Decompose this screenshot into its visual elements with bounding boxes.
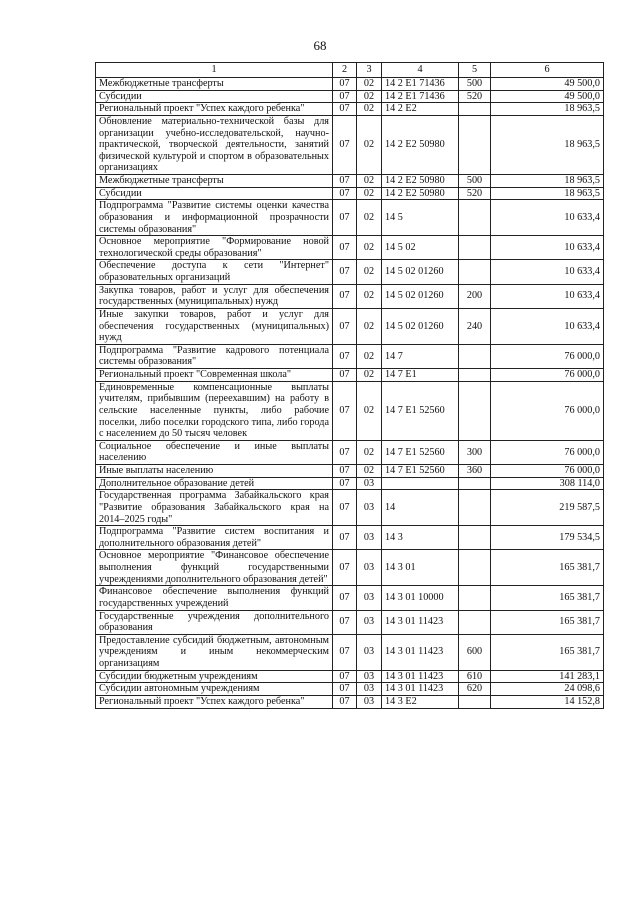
target-article-code: 14 3 01 11423 — [382, 683, 459, 696]
amount: 10 633,4 — [491, 308, 604, 344]
row-name: Межбюджетные трансферты — [96, 78, 333, 91]
amount: 10 633,4 — [491, 236, 604, 260]
subsection-code: 03 — [357, 610, 382, 634]
table-row — [96, 670, 604, 683]
amount: 14 152,8 — [491, 695, 604, 708]
table-row — [96, 90, 604, 103]
amount: 49 500,0 — [491, 78, 604, 91]
table-row — [96, 465, 604, 478]
subsection-code: 02 — [357, 103, 382, 116]
section-code: 07 — [333, 381, 357, 440]
section-code: 07 — [333, 610, 357, 634]
table-row — [96, 78, 604, 91]
target-article-code: 14 7 — [382, 344, 459, 368]
amount: 18 963,5 — [491, 187, 604, 200]
column-header: 6 — [491, 63, 604, 78]
subsection-code: 03 — [357, 670, 382, 683]
section-code: 07 — [333, 670, 357, 683]
target-article-code: 14 7 E1 52560 — [382, 381, 459, 440]
expense-type-code: 200 — [459, 284, 491, 308]
target-article-code: 14 3 01 11423 — [382, 670, 459, 683]
target-article-code — [382, 477, 459, 490]
expense-type-code: 300 — [459, 440, 491, 464]
amount: 49 500,0 — [491, 90, 604, 103]
section-code: 07 — [333, 187, 357, 200]
target-article-code: 14 7 E1 52560 — [382, 465, 459, 478]
row-name: Региональный проект "Современная школа" — [96, 369, 333, 382]
section-code: 07 — [333, 477, 357, 490]
amount: 76 000,0 — [491, 344, 604, 368]
section-code: 07 — [333, 103, 357, 116]
column-header: 5 — [459, 63, 491, 78]
subsection-code: 02 — [357, 344, 382, 368]
amount: 165 381,7 — [491, 550, 604, 586]
subsection-code: 02 — [357, 236, 382, 260]
amount: 165 381,7 — [491, 634, 604, 670]
page-number: 68 — [313, 38, 327, 53]
table-row — [96, 683, 604, 696]
column-header: 3 — [357, 63, 382, 78]
subsection-code: 02 — [357, 115, 382, 174]
table-row — [96, 477, 604, 490]
section-code: 07 — [333, 490, 357, 526]
amount: 219 587,5 — [491, 490, 604, 526]
row-name: Субсидии бюджетным учреждениям — [96, 670, 333, 683]
amount: 165 381,7 — [491, 610, 604, 634]
row-name: Субсидии — [96, 90, 333, 103]
table-row — [96, 115, 604, 174]
amount: 76 000,0 — [491, 465, 604, 478]
subsection-code: 02 — [357, 465, 382, 478]
subsection-code: 03 — [357, 586, 382, 610]
target-article-code: 14 3 E2 — [382, 695, 459, 708]
row-name: Межбюджетные трансферты — [96, 175, 333, 188]
target-article-code: 14 3 01 11423 — [382, 634, 459, 670]
expense-type-code — [459, 586, 491, 610]
expense-type-code — [459, 550, 491, 586]
row-name: Региональный проект "Успех каждого ребенка" — [96, 695, 333, 708]
table-row — [96, 695, 604, 708]
expense-type-code: 610 — [459, 670, 491, 683]
table-row — [96, 526, 604, 550]
expense-type-code — [459, 369, 491, 382]
subsection-code: 03 — [357, 490, 382, 526]
target-article-code: 14 3 01 10000 — [382, 586, 459, 610]
section-code: 07 — [333, 683, 357, 696]
row-name: Иные выплаты населению — [96, 465, 333, 478]
table-row — [96, 284, 604, 308]
target-article-code: 14 5 02 01260 — [382, 308, 459, 344]
section-code: 07 — [333, 344, 357, 368]
subsection-code: 03 — [357, 550, 382, 586]
amount: 76 000,0 — [491, 369, 604, 382]
expense-type-code: 240 — [459, 308, 491, 344]
table-row — [96, 440, 604, 464]
table-row — [96, 103, 604, 116]
section-code: 07 — [333, 369, 357, 382]
target-article-code: 14 5 — [382, 200, 459, 236]
table-row — [96, 610, 604, 634]
target-article-code: 14 5 02 01260 — [382, 260, 459, 284]
table-row — [96, 490, 604, 526]
header-row — [96, 63, 604, 78]
amount: 141 283,1 — [491, 670, 604, 683]
row-name: Подпрограмма "Развитие системы оценки качества образования и информационной прозрачности системы образования" — [96, 200, 333, 236]
subsection-code: 03 — [357, 634, 382, 670]
section-code: 07 — [333, 440, 357, 464]
section-code: 07 — [333, 308, 357, 344]
subsection-code: 02 — [357, 175, 382, 188]
row-name: Иные закупки товаров, работ и услуг для обеспечения государственных (муниципальных) нужд — [96, 308, 333, 344]
expense-type-code — [459, 103, 491, 116]
section-code: 07 — [333, 695, 357, 708]
row-name: Обеспечение доступа к сети "Интернет" образовательных организаций — [96, 260, 333, 284]
row-name: Региональный проект "Успех каждого ребенка" — [96, 103, 333, 116]
amount: 10 633,4 — [491, 200, 604, 236]
table-row — [96, 634, 604, 670]
expense-type-code — [459, 260, 491, 284]
section-code: 07 — [333, 634, 357, 670]
table-row — [96, 586, 604, 610]
section-code: 07 — [333, 78, 357, 91]
amount: 18 963,5 — [491, 175, 604, 188]
target-article-code: 14 2 E1 71436 — [382, 90, 459, 103]
expense-type-code — [459, 381, 491, 440]
target-article-code: 14 2 E2 — [382, 103, 459, 116]
section-code: 07 — [333, 284, 357, 308]
row-name: Субсидии автономным учреждениям — [96, 683, 333, 696]
subsection-code: 02 — [357, 200, 382, 236]
row-name: Обновление материально-технической базы для организации учебно-исследовательской, научно-практической, творческой деятельности, занятий физической культурой и спортом в образовательных организациях — [96, 115, 333, 174]
row-name: Основное мероприятие "Формирование новой технологической среды образования" — [96, 236, 333, 260]
budget-table — [95, 62, 604, 709]
target-article-code: 14 2 E2 50980 — [382, 115, 459, 174]
amount: 165 381,7 — [491, 586, 604, 610]
table-row — [96, 187, 604, 200]
row-name: Основное мероприятие "Финансовое обеспечение выполнения функций государственными учреждениями дополнительного образования детей" — [96, 550, 333, 586]
row-name: Субсидии — [96, 187, 333, 200]
column-header: 1 — [96, 63, 333, 78]
expense-type-code — [459, 490, 491, 526]
target-article-code: 14 5 02 01260 — [382, 284, 459, 308]
table-row — [96, 308, 604, 344]
section-code: 07 — [333, 90, 357, 103]
subsection-code: 02 — [357, 440, 382, 464]
amount: 179 534,5 — [491, 526, 604, 550]
subsection-code: 02 — [357, 284, 382, 308]
expense-type-code — [459, 344, 491, 368]
row-name: Подпрограмма "Развитие кадрового потенциала системы образования" — [96, 344, 333, 368]
expense-type-code — [459, 695, 491, 708]
section-code: 07 — [333, 200, 357, 236]
expense-type-code — [459, 477, 491, 490]
expense-type-code: 520 — [459, 90, 491, 103]
row-name: Финансовое обеспечение выполнения функций государственных учреждений — [96, 586, 333, 610]
expense-type-code: 620 — [459, 683, 491, 696]
amount: 24 098,6 — [491, 683, 604, 696]
amount: 76 000,0 — [491, 440, 604, 464]
amount: 308 114,0 — [491, 477, 604, 490]
target-article-code: 14 7 E1 52560 — [382, 440, 459, 464]
target-article-code: 14 — [382, 490, 459, 526]
expense-type-code: 600 — [459, 634, 491, 670]
subsection-code: 03 — [357, 695, 382, 708]
section-code: 07 — [333, 526, 357, 550]
amount: 10 633,4 — [491, 260, 604, 284]
subsection-code: 02 — [357, 369, 382, 382]
target-article-code: 14 5 02 — [382, 236, 459, 260]
expense-type-code — [459, 236, 491, 260]
expense-type-code — [459, 526, 491, 550]
section-code: 07 — [333, 115, 357, 174]
section-code: 07 — [333, 260, 357, 284]
target-article-code: 14 3 01 11423 — [382, 610, 459, 634]
table-row — [96, 381, 604, 440]
expense-type-code: 500 — [459, 78, 491, 91]
target-article-code: 14 2 E2 50980 — [382, 187, 459, 200]
column-header: 2 — [333, 63, 357, 78]
target-article-code: 14 7 E1 — [382, 369, 459, 382]
subsection-code: 03 — [357, 683, 382, 696]
row-name: Предоставление субсидий бюджетным, автономным учреждениям и иным некоммерческим организациям — [96, 634, 333, 670]
table-row — [96, 550, 604, 586]
amount: 18 963,5 — [491, 103, 604, 116]
subsection-code: 02 — [357, 260, 382, 284]
amount: 18 963,5 — [491, 115, 604, 174]
target-article-code: 14 3 01 — [382, 550, 459, 586]
subsection-code: 02 — [357, 187, 382, 200]
table-row — [96, 200, 604, 236]
row-name: Социальное обеспечение и иные выплаты населению — [96, 440, 333, 464]
section-code: 07 — [333, 175, 357, 188]
section-code: 07 — [333, 465, 357, 478]
section-code: 07 — [333, 236, 357, 260]
subsection-code: 02 — [357, 381, 382, 440]
subsection-code: 02 — [357, 308, 382, 344]
expense-type-code: 500 — [459, 175, 491, 188]
table-row — [96, 175, 604, 188]
subsection-code: 02 — [357, 78, 382, 91]
amount: 76 000,0 — [491, 381, 604, 440]
subsection-code: 02 — [357, 90, 382, 103]
expense-type-code — [459, 610, 491, 634]
expense-type-code: 520 — [459, 187, 491, 200]
row-name: Государственная программа Забайкальского края "Развитие образования Забайкальского края на 2014–2025 годы" — [96, 490, 333, 526]
row-name: Дополнительное образование детей — [96, 477, 333, 490]
section-code: 07 — [333, 586, 357, 610]
row-name: Подпрограмма "Развитие систем воспитания и дополнительного образования детей" — [96, 526, 333, 550]
expense-type-code: 360 — [459, 465, 491, 478]
subsection-code: 03 — [357, 526, 382, 550]
row-name: Единовременные компенсационные выплаты учителям, прибывшим (переехавшим) на работу в сельские населенные пункты, либо рабочие поселки, либо поселки городского типа, либо города с населением до 50 тысяч человек — [96, 381, 333, 440]
target-article-code: 14 2 E1 71436 — [382, 78, 459, 91]
column-header: 4 — [382, 63, 459, 78]
row-name: Закупка товаров, работ и услуг для обеспечения государственных (муниципальных) нужд — [96, 284, 333, 308]
target-article-code: 14 2 E2 50980 — [382, 175, 459, 188]
table-row — [96, 236, 604, 260]
table-row — [96, 260, 604, 284]
expense-type-code — [459, 115, 491, 174]
row-name: Государственные учреждения дополнительного образования — [96, 610, 333, 634]
target-article-code: 14 3 — [382, 526, 459, 550]
section-code: 07 — [333, 550, 357, 586]
expense-type-code — [459, 200, 491, 236]
table-row — [96, 344, 604, 368]
amount: 10 633,4 — [491, 284, 604, 308]
table-row — [96, 369, 604, 382]
subsection-code: 03 — [357, 477, 382, 490]
